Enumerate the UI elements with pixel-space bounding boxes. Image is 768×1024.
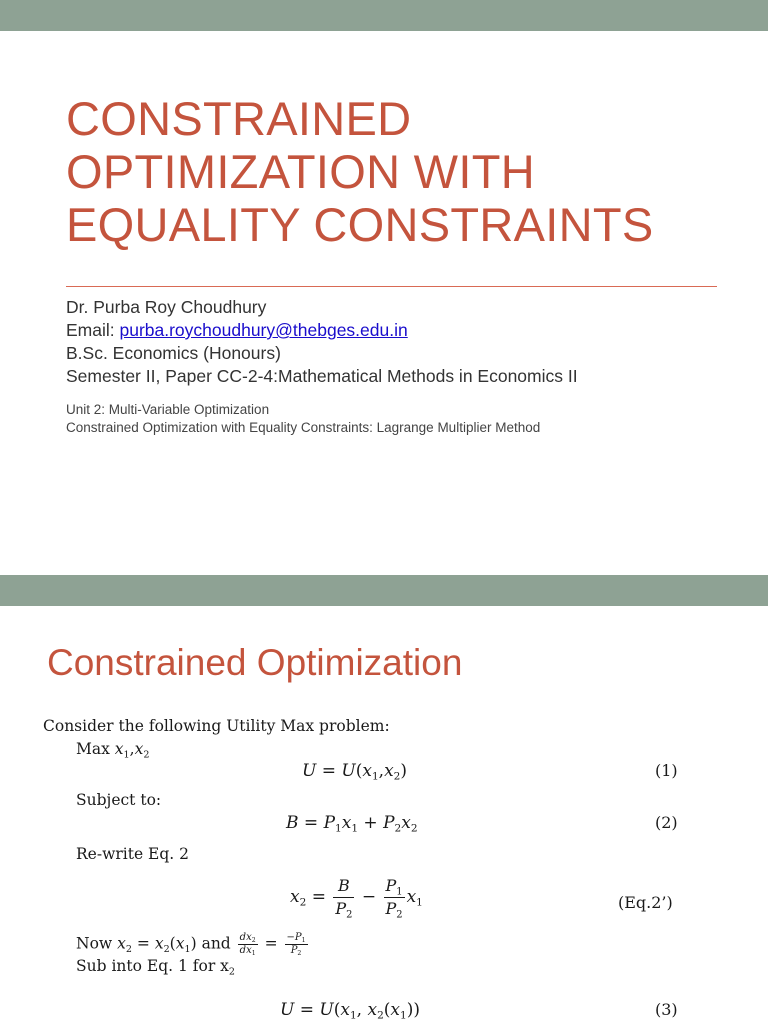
sub-into-line: Sub into Eq. 1 for $x_2$ [76, 957, 236, 978]
fraction-dx2-dx1: $\frac{dx_2}{dx_1}$ [239, 932, 256, 958]
title-line-1: CONSTRAINED [66, 92, 412, 145]
intro-text: Consider the following Utility Max problem: [43, 717, 390, 735]
slide-heading: Constrained Optimization [47, 642, 463, 683]
max-line: Max $x_1,x_2$ [76, 740, 150, 761]
title-slide [0, 31, 768, 575]
program-name: B.Sc. Economics (Honours) [66, 343, 281, 363]
equation-number-1: (1) [655, 761, 678, 780]
author-info [66, 296, 578, 388]
slide-divider-bar [0, 575, 768, 606]
equation-number-2-prime: (Eq.2’) [618, 893, 673, 912]
equation-substituted: $U = U(x_1$, $x_2(x_1)$) [280, 1000, 420, 1022]
slide-divider-bar-top [0, 0, 768, 31]
slide-title [66, 92, 654, 251]
title-rule [66, 286, 717, 287]
equation-rewritten: $x_2$ = $\frac{B}{P_2}$ − $\frac{P_1}{P_2}$ $x_1$ [290, 876, 423, 921]
unit-info [66, 401, 540, 436]
equation-number-3: (3) [655, 1000, 678, 1019]
author-name: Dr. Purba Roy Choudhury [66, 297, 267, 317]
fraction-neg-p1-over-p2: $\frac{-P_1}{P_2}$ [286, 932, 306, 958]
email-link[interactable]: purba.roychoudhury@thebges.edu.in [119, 320, 408, 340]
email-line [66, 319, 578, 342]
fraction-b-over-p2: $\frac{B}{P_2}$ [335, 876, 353, 921]
now-line: Now $x_2 = x_2(x_1)$ and $\frac{dx_2}{dx_1}$ = $\frac{-P_1}{P_2}$ [76, 932, 306, 958]
content-slide [0, 606, 768, 1024]
fraction-p1-over-p2: $\frac{P_1}{P_2}$ [385, 876, 403, 921]
max-label: Max [76, 740, 110, 758]
equation-budget: $B = P_1x_1 + P_2x_2$ [286, 813, 418, 835]
paper-name: Semester II, Paper CC-2-4:Mathematical Methods in Economics II [66, 366, 578, 386]
topic-name: Constrained Optimization with Equality Constraints: Lagrange Multiplier Method [66, 419, 541, 435]
and-text: and [201, 934, 231, 953]
equation-number-2: (2) [655, 813, 678, 832]
sub-into-text: Sub into Eq. 1 for [76, 957, 216, 975]
email-label: Email: [66, 320, 120, 340]
equation-utility: $U = U(x_1,x_2)$ [302, 761, 407, 783]
title-line-2: OPTIMIZATION WITH [66, 145, 535, 198]
now-text: Now [76, 934, 113, 953]
subject-to-text: Subject to: [76, 791, 162, 809]
unit-name: Unit 2: Multi-Variable Optimization [66, 402, 270, 417]
rewrite-text: Re-write Eq. 2 [76, 845, 189, 863]
title-line-3: EQUALITY CONSTRAINTS [66, 198, 654, 251]
